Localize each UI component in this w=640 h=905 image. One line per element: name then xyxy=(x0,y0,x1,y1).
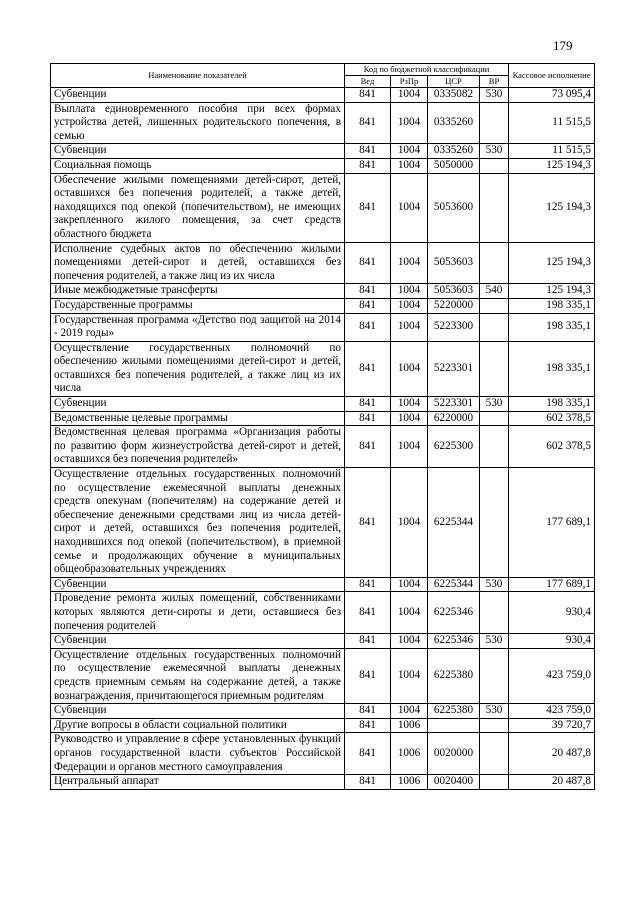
row-vr xyxy=(480,158,509,173)
row-amount: 125 194,3 xyxy=(509,284,595,299)
row-name: Ведомственная целевая программа «Организация работы по развитию форм жизнеустройства детей-сирот и детей, оставшихся без попечения родителей» xyxy=(51,426,345,468)
row-csr: 6220000 xyxy=(428,411,480,426)
row-csr: 6225344 xyxy=(428,468,480,578)
row-vr xyxy=(480,648,509,703)
header-execution: Кассовое исполнение xyxy=(509,64,595,88)
table-row xyxy=(51,102,595,144)
row-csr: 6225380 xyxy=(428,704,480,719)
table-row xyxy=(51,704,595,719)
row-ved: 841 xyxy=(345,102,391,144)
table-header xyxy=(51,64,595,88)
row-amount: 125 194,3 xyxy=(509,173,595,242)
row-amount: 423 759,0 xyxy=(509,648,595,703)
row-name: Субвенции xyxy=(51,577,345,592)
row-amount: 930,4 xyxy=(509,592,595,634)
row-name: Субвенции xyxy=(51,144,345,159)
row-ved: 841 xyxy=(345,341,391,396)
row-csr: 6225344 xyxy=(428,577,480,592)
row-amount: 198 335,1 xyxy=(509,397,595,412)
table-row xyxy=(51,298,595,313)
table-row xyxy=(51,158,595,173)
row-name: Обеспечение жилыми помещениями детей-сирот, детей, оставшихся без попечения родителей, а также детей, находящихся под опекой (попечительством), не имеющих закрепленного жилого помещения, за счет средств областного бюджета xyxy=(51,173,345,242)
row-vr xyxy=(480,733,509,775)
row-amount: 177 689,1 xyxy=(509,577,595,592)
row-csr: 6225380 xyxy=(428,648,480,703)
row-vr: 530 xyxy=(480,704,509,719)
row-amount: 125 194,3 xyxy=(509,242,595,284)
row-amount: 125 194,3 xyxy=(509,158,595,173)
row-name: Государственные программы xyxy=(51,298,345,313)
row-name: Проведение ремонта жилых помещений, собственниками которых являются дети-сироты и дети, оставшиеся без попечения родителей xyxy=(51,592,345,634)
row-csr: 5223301 xyxy=(428,397,480,412)
row-rzpr: 1004 xyxy=(391,173,428,242)
row-ved: 841 xyxy=(345,468,391,578)
row-csr: 5053603 xyxy=(428,284,480,299)
row-amount: 423 759,0 xyxy=(509,704,595,719)
row-ved: 841 xyxy=(345,704,391,719)
header-csr: ЦСР xyxy=(428,76,480,88)
row-csr: 0335260 xyxy=(428,144,480,159)
row-name: Субвенции xyxy=(51,397,345,412)
table-row xyxy=(51,88,595,103)
row-name: Субвенции xyxy=(51,704,345,719)
table-row xyxy=(51,648,595,703)
row-rzpr: 1006 xyxy=(391,775,428,790)
table-row xyxy=(51,144,595,159)
row-vr xyxy=(480,242,509,284)
row-name: Субвенции xyxy=(51,88,345,103)
row-rzpr: 1004 xyxy=(391,102,428,144)
row-vr: 540 xyxy=(480,284,509,299)
row-csr: 6225300 xyxy=(428,426,480,468)
row-vr xyxy=(480,468,509,578)
table-row xyxy=(51,634,595,649)
row-ved: 841 xyxy=(345,733,391,775)
row-vr: 530 xyxy=(480,397,509,412)
page-number: 179 xyxy=(553,38,573,53)
row-amount: 198 335,1 xyxy=(509,341,595,396)
row-ved: 841 xyxy=(345,88,391,103)
row-ved: 841 xyxy=(345,397,391,412)
row-ved: 841 xyxy=(345,718,391,733)
header-code-group: Код по бюджетной классификации xyxy=(345,64,509,76)
row-ved: 841 xyxy=(345,648,391,703)
table-row xyxy=(51,468,595,578)
row-amount: 198 335,1 xyxy=(509,298,595,313)
row-rzpr: 1004 xyxy=(391,634,428,649)
table-row xyxy=(51,284,595,299)
row-name: Субвенции xyxy=(51,634,345,649)
row-vr: 530 xyxy=(480,577,509,592)
row-ved: 841 xyxy=(345,173,391,242)
row-amount: 20 487,8 xyxy=(509,775,595,790)
row-csr: 5050000 xyxy=(428,158,480,173)
row-csr: 6225346 xyxy=(428,592,480,634)
row-name: Социальная помощь xyxy=(51,158,345,173)
row-rzpr: 1004 xyxy=(391,426,428,468)
row-vr: 530 xyxy=(480,634,509,649)
row-rzpr: 1004 xyxy=(391,577,428,592)
row-rzpr: 1004 xyxy=(391,704,428,719)
row-name: Другие вопросы в области социальной политики xyxy=(51,718,345,733)
row-ved: 841 xyxy=(345,284,391,299)
row-ved: 841 xyxy=(345,313,391,341)
row-csr: 6225346 xyxy=(428,634,480,649)
row-ved: 841 xyxy=(345,144,391,159)
row-rzpr: 1004 xyxy=(391,144,428,159)
table-row xyxy=(51,313,595,341)
row-ved: 841 xyxy=(345,577,391,592)
row-rzpr: 1004 xyxy=(391,298,428,313)
row-rzpr: 1006 xyxy=(391,733,428,775)
row-vr xyxy=(480,411,509,426)
table-row xyxy=(51,592,595,634)
row-amount: 39 720,7 xyxy=(509,718,595,733)
row-vr xyxy=(480,173,509,242)
row-vr xyxy=(480,426,509,468)
table-row xyxy=(51,718,595,733)
row-vr xyxy=(480,775,509,790)
row-amount: 198 335,1 xyxy=(509,313,595,341)
row-csr: 0335260 xyxy=(428,102,480,144)
row-ved: 841 xyxy=(345,592,391,634)
row-name: Осуществление отдельных государственных полномочий по осуществление ежемесячной выплаты денежных средств опекунам (попечителям) на содержание детей и обеспечение денежными средствами лиц из числа детей-сирот и детей, оставшихся без попечения родителей, находившихся под опекой (попечительством), в приемной семье и продолжающих обучение в муниципальных общеобразовательных учреждениях xyxy=(51,468,345,578)
row-name: Исполнение судебных актов по обеспечению жилыми помещениями детей-сирот и детей, оставшихся без попечения родителей, а также лиц из их числа xyxy=(51,242,345,284)
row-amount: 11 515,5 xyxy=(509,102,595,144)
table-row xyxy=(51,733,595,775)
row-csr: 5223300 xyxy=(428,313,480,341)
row-csr: 5053600 xyxy=(428,173,480,242)
table-row xyxy=(51,397,595,412)
row-vr: 530 xyxy=(480,144,509,159)
table-row xyxy=(51,173,595,242)
row-rzpr: 1004 xyxy=(391,88,428,103)
table-row xyxy=(51,775,595,790)
row-rzpr: 1004 xyxy=(391,468,428,578)
row-ved: 841 xyxy=(345,158,391,173)
row-ved: 841 xyxy=(345,411,391,426)
row-ved: 841 xyxy=(345,634,391,649)
row-ved: 841 xyxy=(345,242,391,284)
row-csr: 0335082 xyxy=(428,88,480,103)
row-rzpr: 1004 xyxy=(391,242,428,284)
row-amount: 11 515,5 xyxy=(509,144,595,159)
row-amount: 930,4 xyxy=(509,634,595,649)
table-row xyxy=(51,577,595,592)
row-name: Руководство и управление в сфере установленных функций органов государственной власти субъектов Российской Федерации и органов местного самоуправления xyxy=(51,733,345,775)
table-row xyxy=(51,426,595,468)
row-ved: 841 xyxy=(345,298,391,313)
row-csr: 5053603 xyxy=(428,242,480,284)
row-vr xyxy=(480,718,509,733)
table-row xyxy=(51,242,595,284)
row-amount: 602 378,5 xyxy=(509,426,595,468)
row-rzpr: 1004 xyxy=(391,411,428,426)
row-amount: 73 095,4 xyxy=(509,88,595,103)
row-ved: 841 xyxy=(345,775,391,790)
row-vr xyxy=(480,341,509,396)
budget-execution-table xyxy=(50,63,595,790)
row-csr: 0020000 xyxy=(428,733,480,775)
row-csr: 5220000 xyxy=(428,298,480,313)
row-name: Выплата единовременного пособия при всех формах устройства детей, лишенных родительского попечения, в семью xyxy=(51,102,345,144)
row-amount: 177 689,1 xyxy=(509,468,595,578)
row-rzpr: 1004 xyxy=(391,158,428,173)
row-csr: 0020400 xyxy=(428,775,480,790)
header-name: Наименование показателей xyxy=(51,64,345,88)
row-name: Иные межбюджетные трансферты xyxy=(51,284,345,299)
header-ved: Вед xyxy=(345,76,391,88)
row-amount: 602 378,5 xyxy=(509,411,595,426)
header-rzpr: РзПр xyxy=(391,76,428,88)
row-csr xyxy=(428,718,480,733)
row-rzpr: 1004 xyxy=(391,592,428,634)
row-amount: 20 487,8 xyxy=(509,733,595,775)
row-vr xyxy=(480,102,509,144)
row-vr xyxy=(480,313,509,341)
header-vr: ВР xyxy=(480,76,509,88)
row-rzpr: 1004 xyxy=(391,284,428,299)
row-ved: 841 xyxy=(345,426,391,468)
row-name: Ведомственные целевые программы xyxy=(51,411,345,426)
row-rzpr: 1004 xyxy=(391,648,428,703)
table-row xyxy=(51,341,595,396)
row-vr: 530 xyxy=(480,88,509,103)
row-vr xyxy=(480,298,509,313)
row-name: Государственная программа «Детство под защитой на 2014 - 2019 годы» xyxy=(51,313,345,341)
row-name: Центральный аппарат xyxy=(51,775,345,790)
row-rzpr: 1006 xyxy=(391,718,428,733)
row-csr: 5223301 xyxy=(428,341,480,396)
table-row xyxy=(51,411,595,426)
row-rzpr: 1004 xyxy=(391,397,428,412)
row-name: Осуществление государственных полномочий по обеспечению жилыми помещениями детей-сирот и детей, оставшихся без попечения родителей, а также лиц из их числа xyxy=(51,341,345,396)
table-body xyxy=(51,88,595,790)
row-name: Осуществление отдельных государственных полномочий по осуществление ежемесячной выплаты денежных средств приемным семьям на содержание детей, а также вознаграждения, причитающегося приемным родителям xyxy=(51,648,345,703)
row-rzpr: 1004 xyxy=(391,313,428,341)
row-vr xyxy=(480,592,509,634)
row-rzpr: 1004 xyxy=(391,341,428,396)
